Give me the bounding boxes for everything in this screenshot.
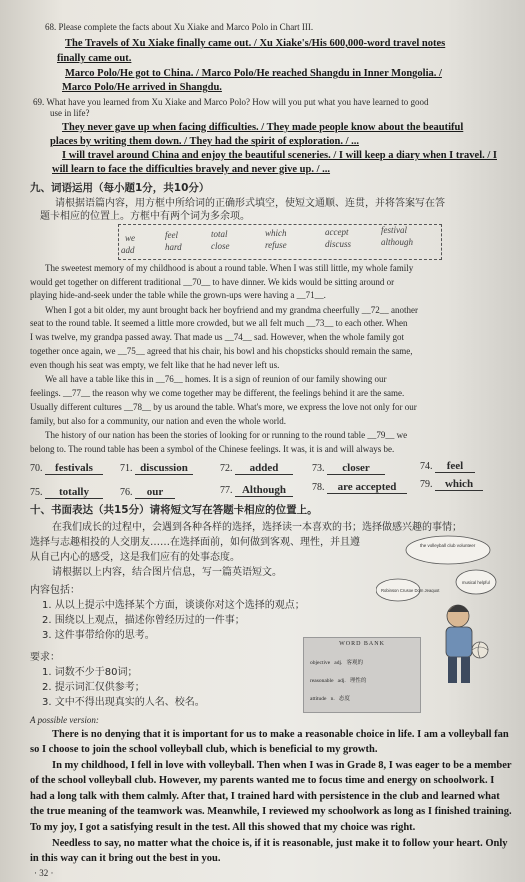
passage-line: would get together on different traditional __70__ to have dinner. We kids would be sitting around or	[30, 277, 395, 287]
student-leg	[448, 657, 457, 683]
passage-line: feelings. __77__ the reason why we come together may be different, the feelings behind it are the same.	[30, 388, 405, 398]
sample-label: A possible version:	[30, 715, 99, 725]
answer-77: 77. Although	[220, 484, 293, 497]
word-box-item: hard	[165, 242, 182, 252]
passage-line: The sweetest memory of my childhood is about a round table. When I was still little, my whole family	[45, 263, 414, 273]
section10-intro-line: 请根据以上内容，结合图片信息，写一篇英语短文。	[52, 567, 282, 578]
section10-heading: 十、书面表达（共15分）请将短文写在答题卡相应的位置上。	[30, 504, 318, 516]
volleyball-icon	[472, 642, 488, 658]
answer-73: 73. closer	[312, 462, 385, 475]
content-item: 1. 从以上提示中选择某个方面，谈谈你对这个选择的观点；	[42, 600, 305, 611]
student-shirt	[446, 627, 472, 657]
requirement-item: 3. 文中不得出现真实的人名、校名。	[42, 697, 205, 708]
answer-72: 72. added	[220, 462, 293, 475]
student-illustration	[376, 532, 498, 688]
answer-71: 71. discussion	[120, 462, 193, 475]
word-box-item: although	[381, 237, 414, 247]
passage-line: belong to. The round table has been a symbol of the Chinese feelings. It was, it is and will always be.	[30, 444, 395, 454]
bubble-text: musical helpful	[462, 580, 490, 585]
section9-instruction-2: 题卡相应的位置上。方框中有两个词为多余项。	[40, 211, 250, 222]
word-box-item: festival	[381, 225, 407, 235]
section10-intro-line: 选择与志趣相投的人交朋友……在选择面前，如何做到客观、理性，并且遵	[30, 537, 360, 548]
page-number: · 32 ·	[34, 868, 54, 878]
q68-answer-line-1: The Travels of Xu Xiake finally came out. / Xu Xiake's/His 600,000-word travel notes	[65, 38, 446, 49]
q69-answer-line-1: They never gave up when facing difficulties. / They made people know about the beautiful	[62, 122, 464, 133]
q68-answer-line-2: finally came out.	[57, 53, 132, 64]
sample-line: of the school volleyball club. However, my parents wanted me to focus time and energy on schoolwork. I	[30, 775, 495, 786]
word-box-item: we	[125, 233, 135, 243]
answer-78: 78. are accepted	[312, 481, 407, 494]
sample-line: To my joy, I got a satisfying result in the test. All this showed that my choice was right.	[30, 822, 416, 833]
answer-74: 74. feel	[420, 460, 475, 473]
section9-heading: 九、词语运用（每小题1分，共10分）	[30, 182, 210, 194]
word-box-item: close	[211, 241, 230, 251]
passage-line: family, but also for a community, our nation and even the whole world.	[30, 416, 287, 426]
word-bank-title: WORD BANK	[339, 641, 385, 647]
bubble-text: the volleyball club volunteer	[420, 543, 476, 548]
passage-line: Usually different cultures __78__ by us around the table. What's more, we express the love not only for our	[30, 402, 417, 412]
word-box	[118, 224, 442, 260]
word-bank-row: objective adj. 客观的	[310, 660, 364, 666]
sample-line: In my childhood, I fell in love with volleyball. Then when I was in Grade 8, I was eager to be a member	[52, 760, 512, 771]
q68-prompt	[45, 22, 313, 33]
section10-intro-line: 从自己内心的感受，这是我们应有的处事态度。	[30, 552, 240, 563]
thought-bubble	[406, 536, 490, 564]
word-bank-row: attitude n. 态度	[310, 696, 350, 702]
sample-line: in this way can it bring out the best in you.	[30, 853, 221, 864]
passage-line: We all have a table like this in __76__ homes. It is a sign of reunion of our family showing our	[45, 374, 387, 384]
q68-answer-line-4: Marco Polo/He arrived in Shangdu.	[62, 82, 222, 93]
word-box-item: discuss	[325, 239, 352, 249]
passage-line: I was twelve, my grandpa passed away. That made us __74__ sad. However, when the whole family got	[30, 332, 405, 342]
answer-70: 70. festivals	[30, 462, 103, 475]
passage-line: together once again, we __75__ agreed that his chair, his bowl and his chopsticks should remain the same,	[30, 346, 413, 356]
passage-line: playing hide-and-seek under the table while the grown-ups were having a __71__.	[30, 290, 326, 300]
requirements-title: 要求：	[30, 652, 60, 663]
sample-line: so I choose to join the school volleyball club, which is beneficial to my growth.	[30, 744, 378, 755]
section9-instruction-1: 请根据语篇内容，用方框中所给词的正确形式填空，使短文通顺、连贯，并将答案写在答	[55, 198, 445, 209]
passage-line: The history of our nation has been the stories of looking for or running to the round table __79__ we	[45, 430, 408, 440]
student-leg	[461, 657, 470, 683]
sample-line: had a long talk with them calmly. After that, I trained hard with persistence in the club and learned what	[30, 791, 500, 802]
requirement-item: 1. 词数不少于80词；	[42, 667, 138, 678]
answer-76: 76. our	[120, 486, 175, 499]
requirement-item: 2. 提示词汇仅供参考；	[42, 682, 145, 693]
content-item: 3. 这件事带给你的思考。	[42, 630, 155, 641]
passage-line: When I got a bit older, my aunt brought back her boyfriend and my grandma cheerfully __72__ another	[45, 305, 419, 315]
passage-line: seat to the round table. It seemed a little more crowded, but we all felt much __73__ to each other. When	[30, 318, 408, 328]
sample-line: the true meaning of the teamwork was. Meanwhile, I reviewed my schoolwork as long as I finished training.	[30, 806, 512, 817]
sample-line: There is no denying that it is important for us to make a reasonable choice in life. I am a volleyball fan	[52, 729, 509, 740]
passage-line: even though his seat was empty, we felt like that he had never left us.	[30, 360, 280, 370]
section10-intro-line: 在我们成长的过程中，会遇到各种各样的选择，选择读一本喜欢的书；选择做感兴趣的事情；	[52, 522, 462, 533]
sample-line: Needless to say, no matter what the choice is, if it is reasonable, just make it to follow your heart. Only	[52, 838, 508, 849]
word-box-item: add	[121, 245, 135, 255]
q69-prompt-2: use in life?	[50, 108, 90, 118]
word-box-item: refuse	[265, 240, 287, 250]
word-box-item: which	[265, 228, 287, 238]
q69-answer-line-3: I will travel around China and enjoy the beautiful sceneries. / I will keep a diary when I travel. / I	[62, 150, 497, 161]
q69-prompt-1: 69. What have you learned from Xu Xiake and Marco Polo? How will you put what you have learned to good	[33, 97, 429, 107]
q69-answer-line-4: will learn to face the difficulties bravely and never give up. / ...	[52, 164, 331, 175]
word-box-item: feel	[165, 230, 178, 240]
q68-prompt-text: Please complete the facts about Xu Xiake and Marco Polo in Chart III.	[58, 22, 314, 32]
q69-answer-line-2: places by writing them down. / They had the spirit of exploration. / ...	[50, 136, 359, 147]
word-bank-row: reasonable adj. 理性的	[310, 678, 367, 684]
word-box-item: total	[211, 229, 228, 239]
word-box-item: accept	[325, 227, 349, 237]
q69-number: 69.	[33, 97, 45, 107]
answer-75: 75. totally	[30, 486, 103, 499]
content-title: 内容包括：	[30, 585, 80, 596]
bubble-text: Robinson Crusoe Dom Jeaquot	[381, 588, 440, 593]
q68-number: 68.	[45, 22, 57, 32]
content-item: 2. 围绕以上观点，描述你曾经历过的一件事；	[42, 615, 245, 626]
q68-answer-line-3: Marco Polo/He got to China. / Marco Polo/He reached Shangdu in Inner Mongolia. /	[65, 68, 442, 79]
answer-79: 79. which	[420, 478, 483, 491]
